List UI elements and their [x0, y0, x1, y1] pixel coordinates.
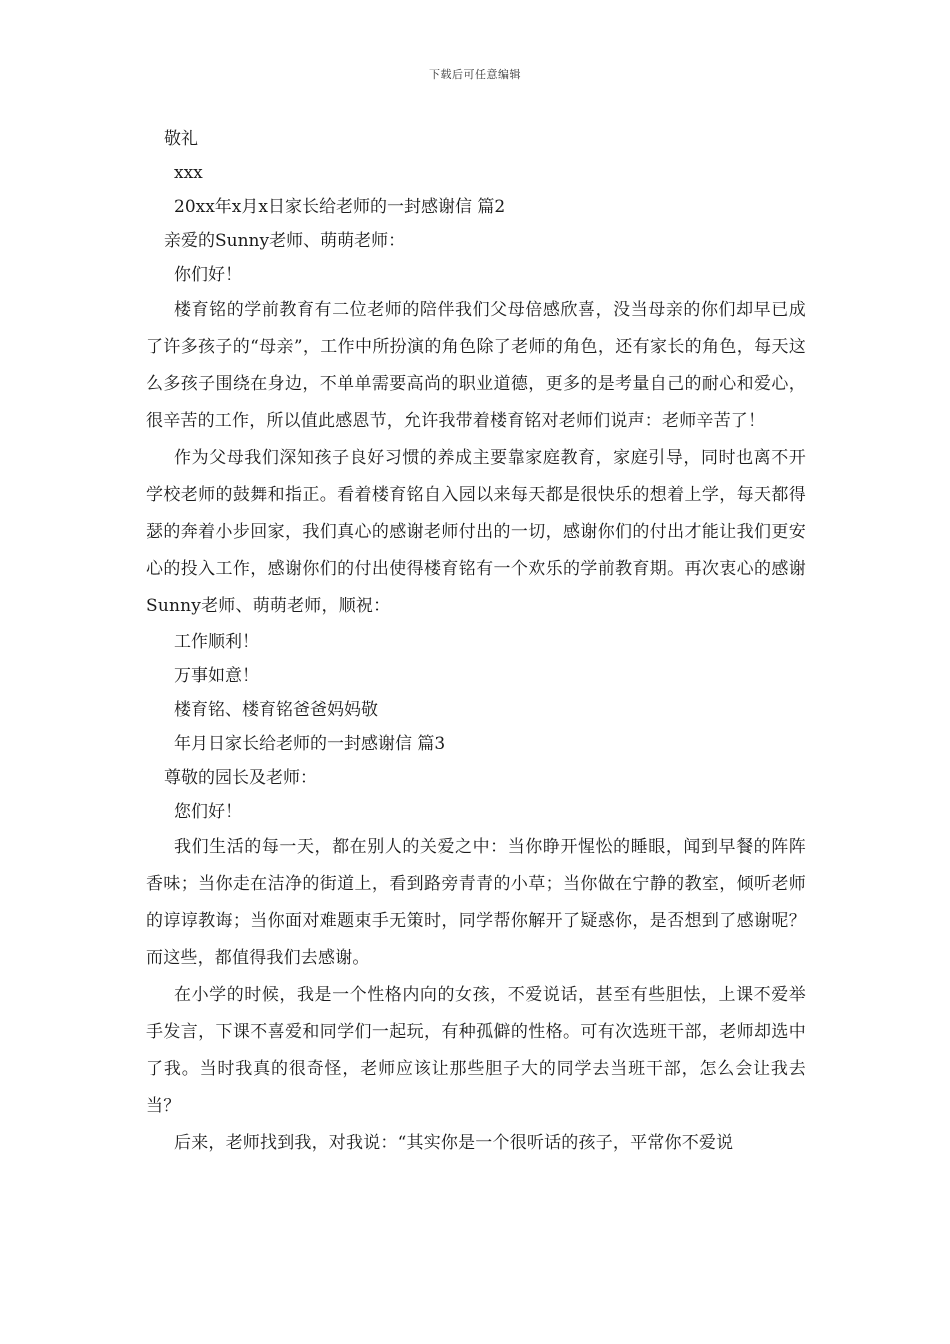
- page-header: 下载后可任意编辑: [429, 68, 521, 81]
- signoff-2: 楼育铭、楼育铭爸爸妈妈敬: [174, 700, 378, 720]
- paragraph-3-2: 在小学的时候，我是一个性格内向的女孩，不爱说话，甚至有些胆怯，上课不爱举手发言，下课不喜爱和同学们一起玩，有种孤僻的性格。可有次选班干部，老师却选中了我。当时我真的很奇怪，老师应该让那些胆子大的同学去当班干部，怎么会让我去当？: [146, 985, 806, 1116]
- paragraph-2-2: 作为父母我们深知孩子良好习惯的养成主要靠家庭教育，家庭引导，同时也离不开学校老师的鼓舞和指正。看着楼育铭自入园以来每天都是很快乐的想着上学，每天都得瑟的奔着小步回家，我们真心的感谢老师付出的一切，感谢你们的付出才能让我们更安心的投入工作，感谢你们的付出使得楼育铭有一个欢乐的学前教育期。再次衷心的感谢Sunny老师、萌萌老师，顺祝：: [146, 448, 806, 616]
- paragraph-3-1: 我们生活的每一天，都在别人的关爱之中：当你睁开惺忪的睡眼，闻到早餐的阵阵香味；当你走在洁净的街道上，看到路旁青青的小草；当你做在宁静的教室，倾听老师的谆谆教诲；当你面对难题束手无策时，同学帮你解开了疑惑你，是否想到了感谢呢？而这些，都值得我们去感谢。: [146, 837, 806, 968]
- section-title-3: 年月日家长给老师的一封感谢信 篇3: [174, 734, 446, 754]
- closing-salute: 敬礼: [164, 129, 198, 149]
- wish-1: 工作顺利！: [174, 632, 259, 652]
- signature: xxx: [174, 163, 203, 183]
- greeting-2: 亲爱的Sunny老师、萌萌老师：: [164, 231, 406, 251]
- paragraph-2-1: 楼育铭的学前教育有二位老师的陪伴我们父母倍感欣喜，没当母亲的你们却早已成了许多孩子的“母亲”，工作中所扮演的角色除了老师的角色，还有家长的角色，每天这么多孩子围绕在身边，不单单需要高尚的职业道德，更多的是考量自己的耐心和爱心，很辛苦的工作，所以值此感恩节，允许我带着楼育铭对老师们说声：老师辛苦了！: [146, 300, 806, 431]
- section-title-2: 20xx年x月x日家长给老师的一封感谢信 篇2: [174, 197, 506, 217]
- paragraph-3-3: 后来，老师找到我，对我说：“其实你是一个很听话的孩子，平常你不爱说: [174, 1133, 734, 1153]
- greeting-3: 尊敬的园长及老师：: [164, 768, 317, 788]
- hello-2: 你们好！: [174, 265, 242, 285]
- document-body: [146, 122, 806, 1162]
- hello-3: 您们好！: [174, 802, 242, 822]
- wish-2: 万事如意！: [174, 666, 259, 686]
